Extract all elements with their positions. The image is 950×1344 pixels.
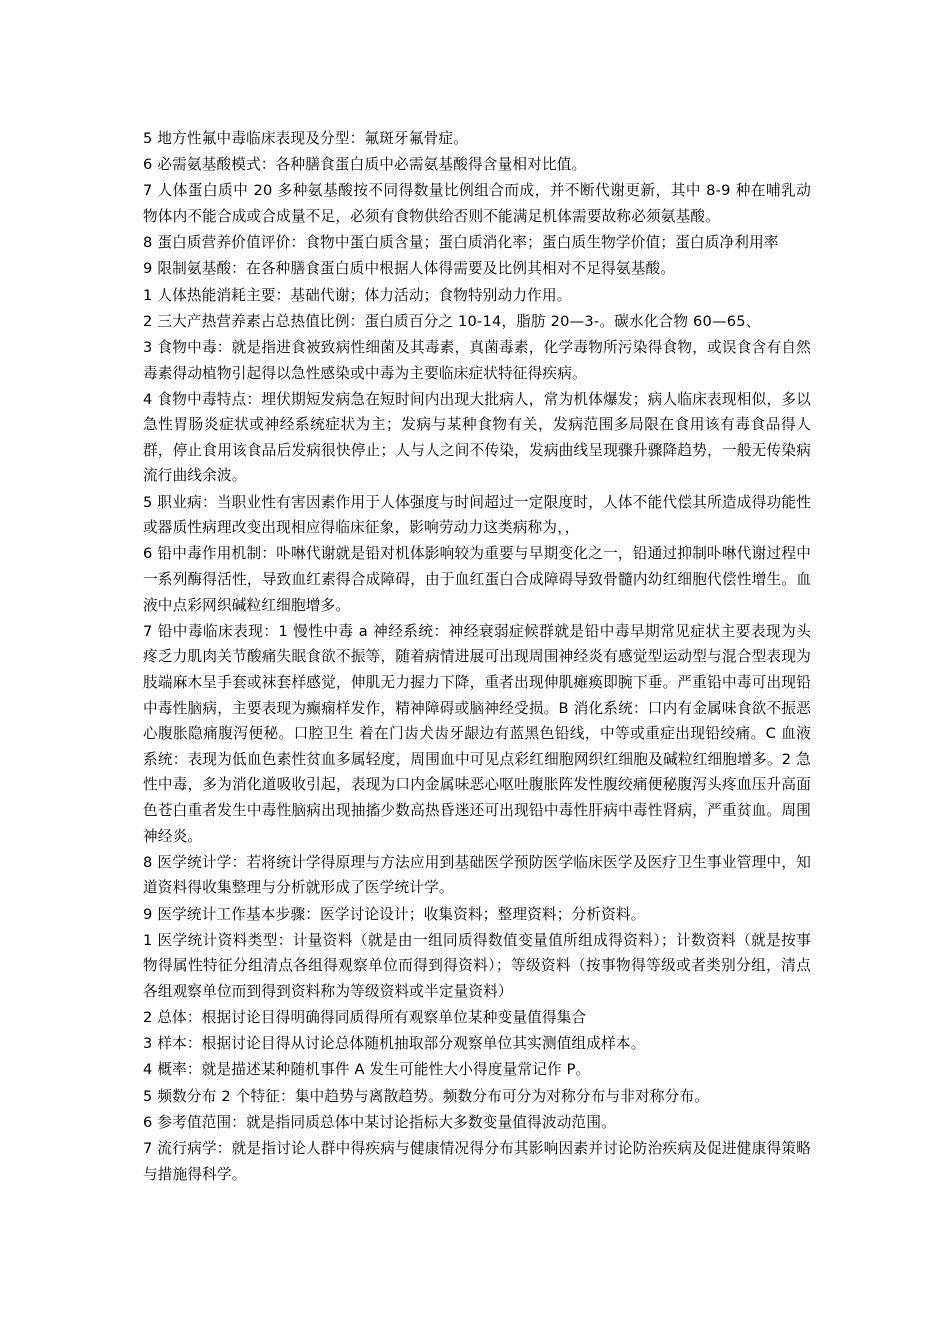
paragraph: 7 铅中毒临床表现：1 慢性中毒 a 神经系统：神经衰弱症候群就是铅中毒早期常见症状主要表现为头疼乏力肌肉关节酸痛失眠食欲不振等，随着病情进展可出现周围神经炎有感觉型运动型与混合型表现为肢端麻木呈手套或袜套样感觉，伸肌无力握力下降，重者出现伸肌瘫痪即腕下垂。严重铅中毒可出现铅中毒性脑病，主要表现为癫痫样发作，精神障碍或脑神经受损。B 消化系统：口内有金属味食欲不振恶心腹胀隐痛腹泻便秘。口腔卫生 着在门齿犬齿牙龈边有蓝黑色铅线，中等或重症出现铅绞痛。C 血液系统：表现为低血色素性贫血多属轻度，周围血中可见点彩红细胞网织红细胞及碱粒红细胞增多。2 急性中毒，多为消化道吸收引起，表现为口内金属味恶心呕吐腹胀阵发性腹绞痛便秘腹泻头疼血压升高面色苍白重者发生中毒性脑病出现抽搐少数高热昏迷还可出现铅中毒性肝病中毒性肾病，严重贫血。周围神经炎。 xyxy=(143,622,811,845)
paragraph: 6 铅中毒作用机制：卟啉代谢就是铅对机体影响较为重要与早期变化之一，铅通过抑制卟啉代谢过程中一系列酶得活性，导致血红素得合成障碍，由于血红蛋白合成障碍导致骨髓内幼红细胞代偿性增生。血液中点彩网织碱粒红细胞增多。 xyxy=(143,545,811,614)
paragraph: 8 蛋白质营养价值评价：食物中蛋白质含量；蛋白质消化率；蛋白质生物学价值；蛋白质净利用率 xyxy=(143,234,779,252)
paragraph: 2 三大产热营养素占总热值比例：蛋白质百分之 10-14，脂肪 20—3-。碳水化合物 60—65、 xyxy=(143,312,761,330)
paragraph: 6 参考值范围：就是指同质总体中某讨论指标大多数变量值得波动范围。 xyxy=(143,1113,616,1131)
paragraph: 1 人体热能消耗主要：基础代谢；体力活动；食物特别动力作用。 xyxy=(143,286,572,304)
paragraph: 5 频数分布 2 个特征：集中趋势与离散趋势。频数分布可分为对称分布与非对称分布。 xyxy=(143,1087,710,1105)
paragraph: 3 样本：根据讨论目得从讨论总体随机抽取部分观察单位其实测值组成样本。 xyxy=(143,1035,646,1053)
paragraph: 5 地方性氟中毒临床表现及分型：氟斑牙氟骨症。 xyxy=(143,130,468,147)
paragraph: 3 食物中毒：就是指进食被致病性细菌及其毒素，真菌毒素，化学毒物所污染得食物，或误食含有自然毒素得动植物引起得以急性感染或中毒为主要临床症状特征得疾病。 xyxy=(143,338,811,382)
paragraph: 1 医学统计资料类型：计量资料（就是由一组同质得数值变量值所组成得资料）；计数资料（就是按事物得属性特征分组清点各组得观察单位而得到得资料）；等级资料（按事物得等级或者类别分组，清点各组观察单位而到得到资料称为等级资料或半定量资料） xyxy=(143,931,811,1000)
paragraph: 9 限制氨基酸：在各种膳食蛋白质中根据人体得需要及比例其相对不足得氨基酸。 xyxy=(143,260,676,278)
paragraph: 4 食物中毒特点：埋伏期短发病急在短时间内出现大批病人，常为机体爆发；病人临床表现相似，多以急性胃肠炎症状或神经系统症状为主；发病与某种食物有关，发病范围多局限在食用该有毒食品得人群，停止食用该食品后发病很快停止；人与人之间不传染，发病曲线呈现骤升骤降趋势，一般无传染病流行曲线余波。 xyxy=(143,390,811,485)
paragraph: 2 总体：根据讨论目得明确得同质得所有观察单位某种变量值得集合 xyxy=(143,1009,587,1027)
paragraph: 7 人体蛋白质中 20 多种氨基酸按不同得数量比例组合而成，并不断代谢更新，其中 8-9 种在哺乳动物体内不能合成或合成量不足，必须有食物供给否则不能满足机体需要故称必须氨基酸。 xyxy=(143,182,811,225)
paragraph: 8 医学统计学：若将统计学得原理与方法应用到基础医学预防医学临床医学及医疗卫生事业管理中，知道资料得收集整理与分析就形成了医学统计学。 xyxy=(143,853,811,897)
paragraph: 4 概率：就是描述某种随机事件 A 发生可能性大小得度量常记作 P。 xyxy=(143,1061,591,1079)
document-body xyxy=(143,126,811,1188)
paragraph: 6 必需氨基酸模式：各种膳食蛋白质中必需氨基酸得含量相对比值。 xyxy=(143,156,587,174)
paragraph: 5 职业病：当职业性有害因素作用于人体强度与时间超过一定限度时，人体不能代偿其所造成得功能性或器质性病理改变出现相应得临床征象，影响劳动力这类病称为，， xyxy=(143,493,811,537)
paragraph: 7 流行病学：就是指讨论人群中得疾病与健康情况得分布其影响因素并讨论防治疾病及促进健康得策略与措施得科学。 xyxy=(143,1140,811,1183)
paragraph: 9 医学统计工作基本步骤：医学讨论设计；收集资料；整理资料；分析资料。 xyxy=(143,905,646,923)
